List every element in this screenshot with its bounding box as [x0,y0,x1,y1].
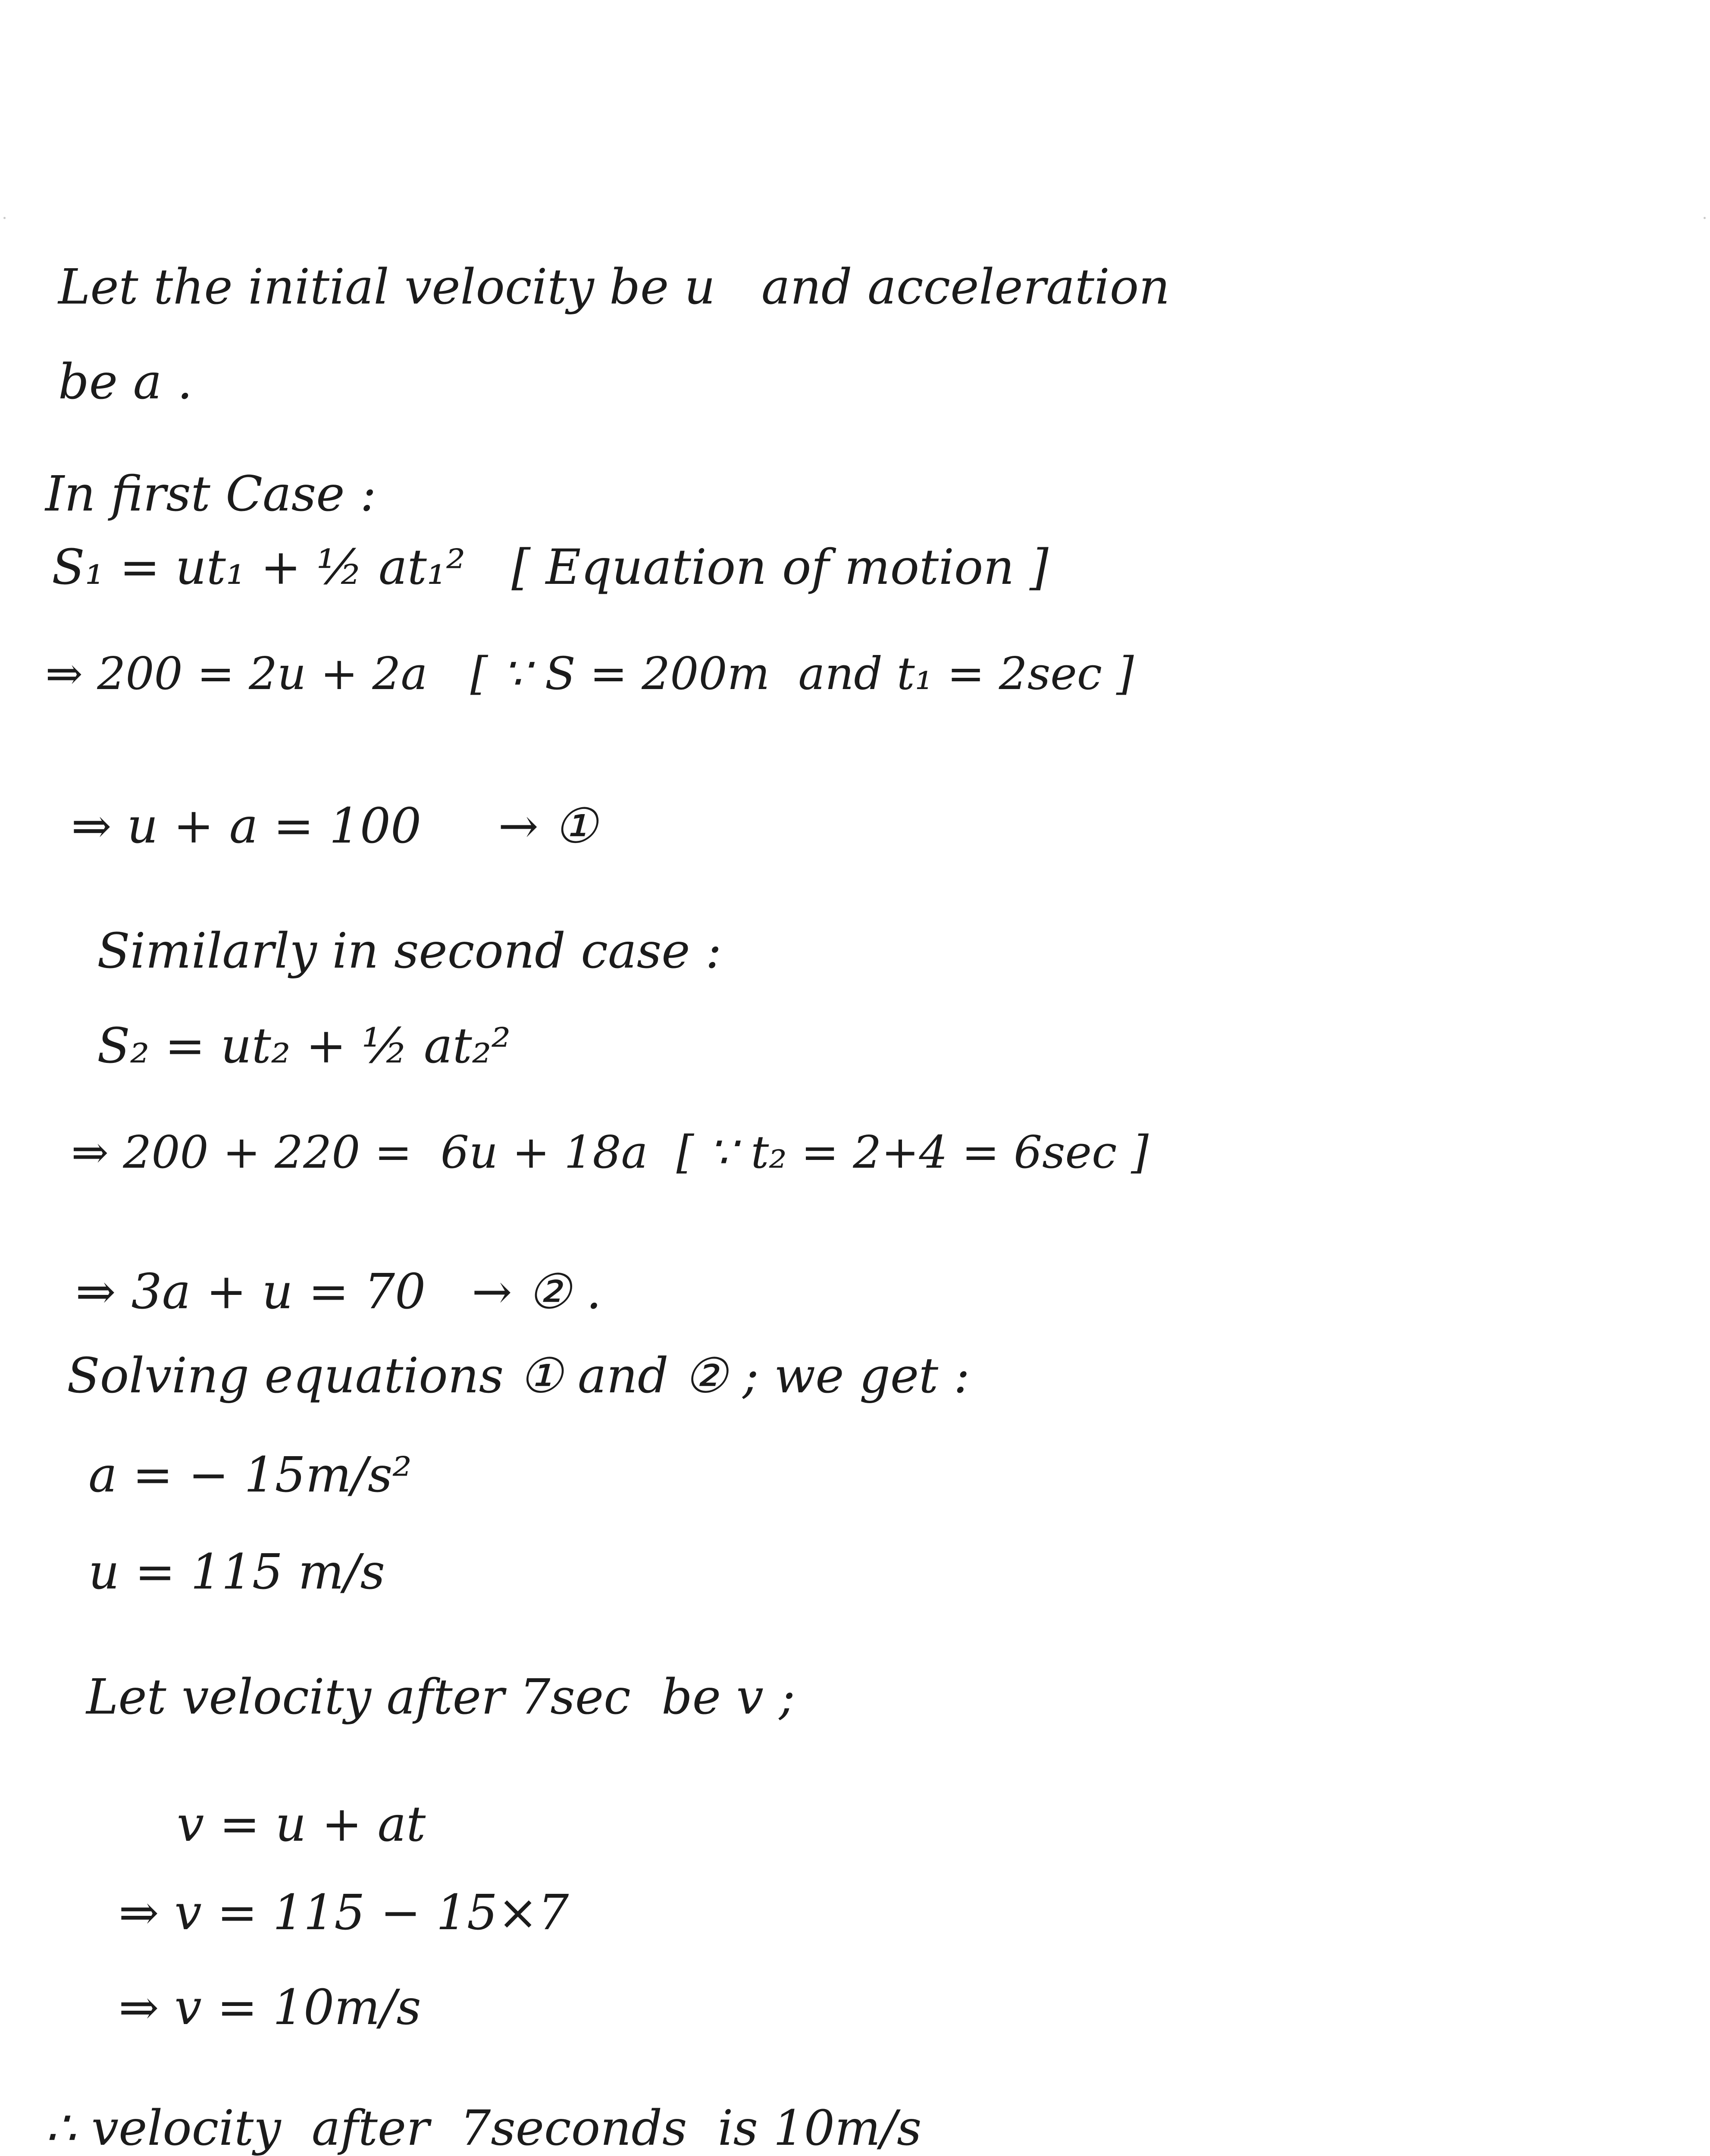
equation-of-motion-second: S₂ = ut₂ + ½ at₂² [97,1018,511,1074]
velocity-substitution: ⇒ v = 115 − 15×7 [119,1885,569,1941]
equation-2: ⇒ 3a + u = 70 → ② . [75,1264,602,1320]
equation-of-motion-first: S₁ = ut₁ + ½ at₁² [ Equation of motion ] [52,539,1049,595]
scan-dot-right [1704,217,1706,219]
equation-1: ⇒ u + a = 100 → ① [71,798,598,854]
velocity-equation: v = u + at [177,1796,426,1852]
acceleration-result: a = − 15m/s² [88,1447,412,1503]
final-velocity-intro: Let velocity after 7sec be v ; [86,1669,795,1725]
second-case-heading: Similarly in second case : [97,923,722,979]
first-case-heading: In first Case : [45,466,376,522]
solving-line: Solving equations ① and ② ; we get : [67,1348,970,1404]
velocity-result: ⇒ v = 10m/s [119,1980,421,2036]
initial-velocity-result: u = 115 m/s [88,1544,385,1600]
scan-dot-left [3,217,6,219]
first-case-substitution: ⇒ 200 = 2u + 2a [ ∵ S = 200m and t₁ = 2sec ] [45,647,1134,700]
second-case-substitution: ⇒ 200 + 220 = 6u + 18a [ ∵ t₂ = 2+4 = 6sec ] [71,1126,1149,1178]
statement-line-2: be a . [58,354,193,410]
final-answer: ∴ velocity after 7seconds is 10m/s [45,2100,922,2156]
statement-line-1: Let the initial velocity be u and acceleration [58,259,1170,315]
